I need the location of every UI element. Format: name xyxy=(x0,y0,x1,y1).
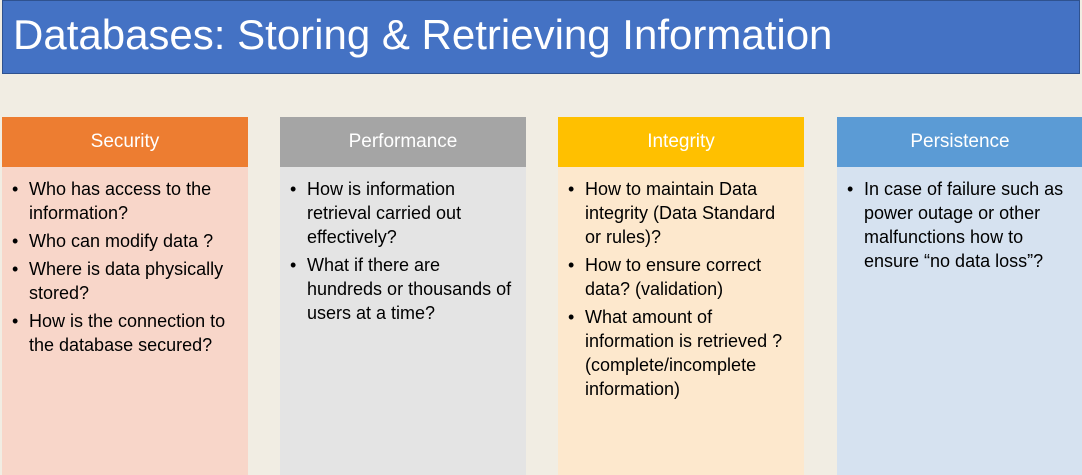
question-list xyxy=(290,177,518,325)
question-list xyxy=(12,177,240,357)
question-item xyxy=(568,305,796,401)
bullet-icon: • xyxy=(847,179,854,199)
question-text: How to maintain Data integrity (Data Standard or rules)? xyxy=(585,179,776,247)
question-item xyxy=(12,257,240,305)
question-text: Where is data physically stored? xyxy=(29,259,224,303)
column-persistence xyxy=(837,117,1082,475)
question-item xyxy=(290,177,518,249)
column-body xyxy=(558,167,804,475)
column-performance xyxy=(280,117,526,475)
bullet-icon: • xyxy=(12,259,19,279)
column-body xyxy=(280,167,526,475)
column-header: Integrity xyxy=(558,117,804,167)
bullet-icon: • xyxy=(12,311,19,331)
question-item xyxy=(12,309,240,357)
question-text: How to ensure correct data? (validation) xyxy=(585,255,762,299)
question-list xyxy=(568,177,796,401)
bullet-icon: • xyxy=(12,231,19,251)
question-text: How is the connection to the database secured? xyxy=(29,311,226,355)
question-list xyxy=(847,177,1075,273)
column-header: Persistence xyxy=(837,117,1082,167)
column-body xyxy=(2,167,248,475)
column-integrity xyxy=(558,117,804,475)
bullet-icon: • xyxy=(290,255,297,275)
bullet-icon: • xyxy=(568,307,575,327)
question-item xyxy=(12,177,240,225)
bullet-icon: • xyxy=(290,179,297,199)
column-header: Security xyxy=(2,117,248,167)
question-item xyxy=(568,253,796,301)
title-banner xyxy=(2,0,1080,74)
question-text: What if there are hundreds or thousands of users at a time? xyxy=(307,255,512,323)
question-item xyxy=(568,177,796,249)
column-header: Performance xyxy=(280,117,526,167)
question-text: In case of failure such as power outage or other malfunctions how to ensure “no data loss”? xyxy=(864,179,1064,271)
question-text: What amount of information is retrieved ? (complete/incomplete information) xyxy=(585,307,783,399)
bullet-icon: • xyxy=(568,255,575,275)
question-text: Who has access to the information? xyxy=(29,179,212,223)
question-text: Who can modify data ? xyxy=(29,231,214,251)
question-text: How is information retrieval carried out effectively? xyxy=(307,179,462,247)
question-item xyxy=(290,253,518,325)
column-body xyxy=(837,167,1082,475)
question-item xyxy=(12,229,240,253)
bullet-icon: • xyxy=(12,179,19,199)
column-security xyxy=(2,117,248,475)
question-item xyxy=(847,177,1075,273)
bullet-icon: • xyxy=(568,179,575,199)
page-title: Databases: Storing & Retrieving Information xyxy=(13,11,833,58)
